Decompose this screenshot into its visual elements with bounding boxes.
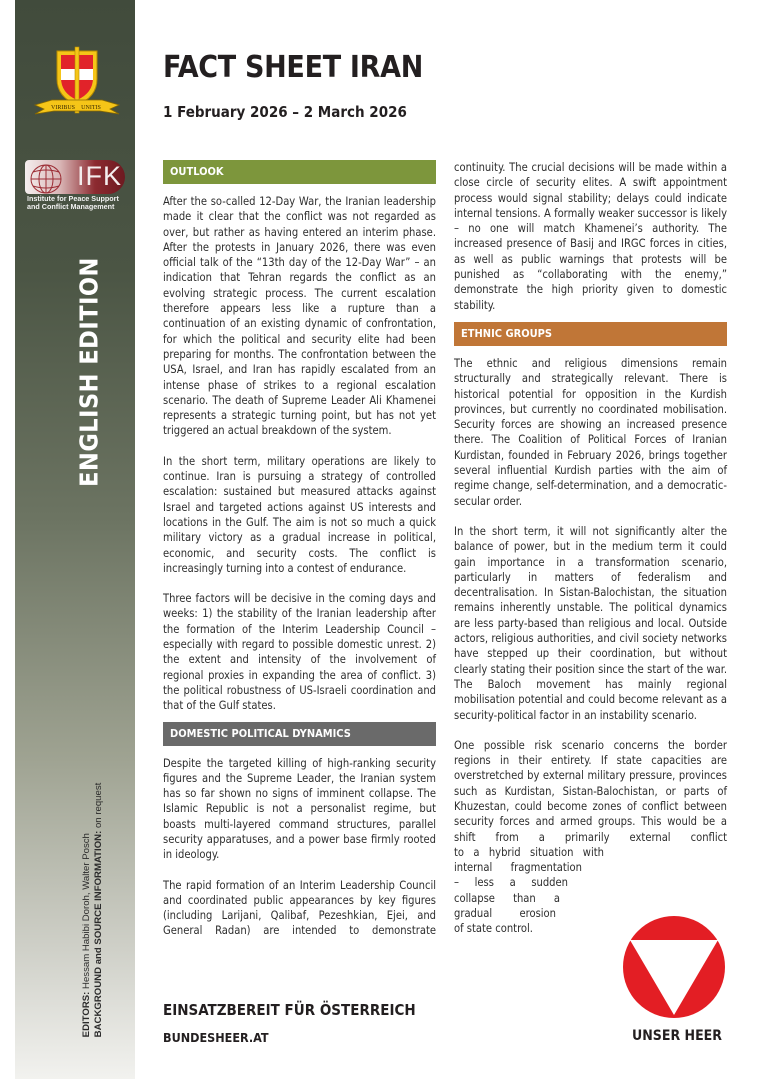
editors-credit-text (81, 783, 105, 1038)
tail-line: of state control. (454, 922, 533, 936)
ifk-subtitle-line2: and Conflict Management (27, 202, 115, 211)
outlook-paragraph: After the so-called 12-Day War, the Iranian leadership made it clear that the conflict was not regarded as over, but rather as having entered an interim phase. After the protests in January 2026, there was even official talk of the “13th day of the 12-Day War” – an indication that Tehran regards the conflict as an evolving strategic process. The current escalation therefore appears less like a rupture than a continuation of an existing dynamic of confrontation, for which the political and security elite had been preparing for months. The confrontation between the USA, Israel, and Iran has rapidly escalated from an intense phase of strikes to a regional escalation scenario. The death of Supreme Leader Ali Khamenei represents a strategic turning point, but has not yet triggered an actual breakdown of the system. (163, 195, 436, 438)
tail-line: to a hybrid situation with (454, 845, 604, 859)
background-value: on request (93, 782, 104, 829)
tail-line: internal fragmentation (454, 861, 582, 875)
background-label: BACKGROUND and SOURCE INFORMATION: (93, 830, 104, 1038)
domestic-paragraph: Despite the targeted killing of high-ranking security figures and the Supreme Leader, the Iranian system has so far shown no signs of imminent collapse. The Islamic Republic is not a personalist regime, but boasts multi-layered command structures, parallel security apparatuses, and a power base firmly rooted in ideology. (163, 756, 436, 862)
outlook-paragraph: Three factors will be decisive in the coming days and weeks: 1) the stability of the Iranian leadership after the formation of the Interim Leadership Council – especially with regard to possible domestic unrest. 2) the extent and intensity of the involvement of regional proxies in expanding the area of conflict. 3) the political robustness of US-Israeli coordination and that of the Gulf states. (163, 592, 436, 713)
crest-motto-right: UNITIS (81, 105, 101, 111)
austrian-armed-forces-crest-icon (32, 45, 122, 125)
outlook-paragraph: In the short term, military operations are likely to continue. Iran is pursuing a strategy of controlled escalation: sustained but measured attacks against Israel and targeted actions against US interests and locations in the Gulf. The aim is not so much a quick military victory as a gradual increase in political, economic, and security costs. The conflict is increasingly turning into a contest of endurance. (163, 454, 436, 575)
ifk-logo (25, 160, 137, 214)
section-heading-ethnic: ETHNIC GROUPS (454, 322, 727, 346)
brand-name: UNSER HEER (632, 1028, 722, 1044)
domestic-paragraph-continued: continuity. The crucial decisions will be made within a close circle of security elites. A swift appointment process would signal stability; delays could indicate internal tensions. A formally weaker successor is likely – no one will match Khamenei’s authority. The increased presence of Basij and IRGC forces in cities, as well as public warnings that protests will be punished as “collaborating with the enemy,” demonstrate the high priority given to domestic stability. (454, 161, 727, 312)
bundesheer-triangle-logo-icon (622, 915, 726, 1019)
right-column (454, 160, 727, 937)
editors-names: Hessam Habibi Doroh, Walter Posch (81, 833, 92, 989)
date-range: 1 February 2026 – 2 March 2026 (163, 103, 407, 121)
section-heading-outlook: OUTLOOK (163, 160, 436, 184)
tail-line: – less a sudden (454, 876, 568, 890)
edition-text: ENGLISH EDITION (74, 257, 104, 487)
section-heading-domestic: DOMESTIC POLITICAL DYNAMICS (163, 722, 436, 746)
footer-slogan: EINSATZBEREIT FÜR ÖSTERREICH (163, 1001, 416, 1019)
ethnic-paragraph: One possible risk scenario concerns the border regions in their entirety. If state capacities are overstretched by external military pressure, provinces such as Kurdistan, Sistan-Balochistan, or parts of Khuzestan, could become zones of conflict between security forces and armed groups. This would be a shift from a primarily external conflict (454, 738, 727, 844)
sidebar (15, 0, 135, 1079)
ifk-subtitle (27, 195, 142, 211)
tail-line: collapse than a (454, 891, 560, 905)
footer-website-link[interactable]: BUNDESHEER.AT (163, 1030, 269, 1045)
ethnic-paragraph: The ethnic and religious dimensions remain structurally and strategically relevant. There is historical potential for opposition in the Kurdish provinces, but currently no coordinated mobilisation. Security forces are showing an increased presence there. The Coalition of Political Forces of Iranian Kurdistan, founded in February 2026, brings together several influential Kurdish parties with the aim of regime change, self-determination, and a democratic-secular order. (454, 356, 727, 508)
page-title: FACT SHEET IRAN (163, 50, 424, 85)
globe-icon (29, 162, 63, 194)
edition-label (74, 257, 104, 487)
crest-motto-left: VIRIBUS (50, 105, 76, 111)
ifk-subtitle-line1: Institute for Peace Support (27, 194, 119, 203)
ifk-abbr: IFK (77, 161, 123, 191)
editors-label: EDITORS: (81, 991, 92, 1038)
domestic-paragraph: The rapid formation of an Interim Leadership Council and coordinated public appearances by key figures (including Larijani, Qalibaf, Pezeshkian, Ejei, and General Radan) are intended to demonstrate (163, 878, 436, 938)
ethnic-paragraph: In the short term, it will not significantly alter the balance of power, but in the medium term it could gain importance in a transformation scenario, particularly in matters of federalism and decentralisation. In Sistan-Balochistan, the situation remains inherently unstable. The political dynamics are less party-based than religious and local. Outside actors, religious authorities, and civil society networks have stepped up their coordination, but without clearly stating their position since the start of the war. The Baloch movement has mainly regional mobilisation potential and could become relevant as a security-political factor in an instability scenario. (454, 524, 727, 722)
left-column (163, 160, 436, 939)
editors-credit (73, 775, 113, 1045)
tail-line: gradual erosion (454, 907, 556, 921)
